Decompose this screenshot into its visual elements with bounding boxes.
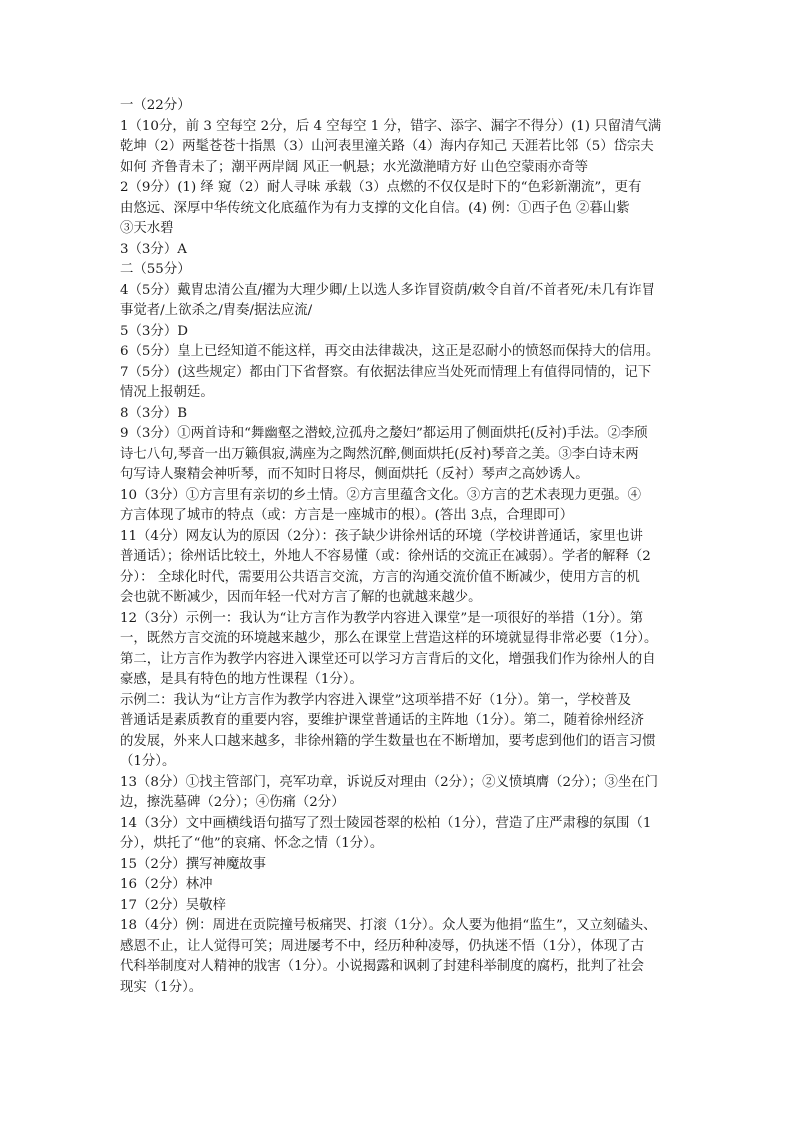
text-line: 二（55分）	[120, 262, 191, 277]
text-line: 一，既然方言交流的环境越来越少，那么在课堂上营造这样的环境就显得非常必要（1分）。	[120, 631, 658, 646]
text-line: 现实（1分）。	[120, 979, 203, 995]
text-line: 由悠远、深厚中华传统文化底蕴作为有力支撑的文化自信。(4) 例：①西子色 ②暮山紫	[120, 200, 630, 216]
text-line: 5（3分）D	[120, 323, 188, 339]
text-line: （1分）。	[120, 754, 176, 769]
text-line: 14（3分）文中画横线语句描写了烈士陵园苍翠的松柏（1分），营造了庄严肃穆的氛围（1	[120, 815, 652, 831]
text-line: 4（5分）戴胄忠清公直/擢为大理少卿/上以选人多诈冒资荫/敕令自首/不首者死/未几有诈冒	[120, 282, 656, 298]
text-line: 1（10分，前 3 空每空 2分，后 4 空每空 1 分，错字、添字、漏字不得分）(1) 只留清气满	[120, 118, 662, 134]
text-line: ③天水碧	[120, 221, 174, 236]
text-line: 示例二：我认为“让方言作为教学内容进入课堂”这项举措不好（1分）。第一，学校普及	[120, 692, 631, 708]
text-line: 13（8分）①找主管部门，亮军功章，诉说反对理由（2分）；②义愤填膺（2分）；③坐在门	[120, 774, 659, 790]
text-line: 9（3分）①两首诗和“舞幽壑之潜蛟,泣孤舟之嫠妇”都运用了侧面烘托(反衬)手法。②李颀	[120, 426, 648, 441]
text-line: 豪感，是具有特色的地方性课程（1分）。	[120, 672, 363, 687]
text-line: 普通话）；徐州话比较土，外地人不容易懂（或：徐州话的交流正在减弱）。学者的解释（2	[120, 549, 651, 564]
text-line: 乾坤（2）两髦苍苍十指黑（3）山河表里潼关路（4）海内存知己 天涯若比邻（5）岱宗夫	[120, 139, 654, 154]
text-line: 的发展，外来人口越来越多，非徐州籍的学生数量也在不断增加，要考虑到他们的语言习惯	[120, 733, 656, 749]
text-line: 10（3分）①方言里有亲切的乡土情。②方言里蕴含文化。③方言的艺术表现力更强。④	[120, 487, 642, 503]
text-line: 方言体现了城市的特点（或：方言是一座城市的根）。(答出 3点，合理即可）	[120, 508, 574, 523]
text-line: 一（22分）	[120, 98, 191, 113]
text-line: 17（2分）吴敬梓	[120, 897, 226, 913]
text-line: 情况上报朝廷。	[120, 385, 214, 400]
text-line: 边，擦洗墓碑（2分）；④伤痛（2分）	[120, 795, 345, 810]
text-line: 如何 齐鲁青未了；潮平两岸阔 风正一帆悬；水光潋滟晴方好 山色空蒙雨亦奇等	[120, 159, 589, 175]
text-line: 事觉者/上欲杀之/胄奏/据法应流/	[120, 303, 313, 318]
text-line: 16（2分）林冲	[120, 877, 213, 892]
text-line: 感恩不止，让人觉得可笑；周进屡考不中，经历种种凌辱，仍执迷不悟（1分），体现了古	[120, 938, 645, 954]
text-line: 8（3分）B	[120, 405, 188, 421]
text-line: 代科举制度对人精神的戕害（1分）。小说揭露和讽刺了封建科举制度的腐朽，批判了社会	[120, 959, 645, 974]
text-line: 11（4分）网友认为的原因（2分）：孩子缺少讲徐州话的环境（学校讲普通话，家里也讲	[120, 528, 643, 544]
text-line: 句写诗人聚精会神听琴，而不知时日将尽，侧面烘托（反衬）琴声之高妙诱人。	[120, 467, 589, 482]
text-line: 普通话是素质教育的重要内容，要维护课堂普通话的主阵地（1分）。第二，随着徐州经济	[120, 713, 645, 728]
text-line: 分）： 全球化时代，需要用公共语言交流，方言的沟通交流价值不断减少，使用方言的机	[120, 569, 640, 585]
text-line: 第二，让方言作为教学内容进入课堂还可以学习方言背后的文化，增强我们作为徐州人的自	[120, 651, 656, 667]
answer-document	[120, 96, 680, 998]
text-line: 3（3分）A	[120, 241, 187, 257]
text-line: 分），烘托了“他”的哀痛、怀念之情（1分）。	[120, 836, 384, 851]
text-line: 18（4分）例：周进在贡院撞号板痛哭、打滚（1分）。众人要为他捐“监生”，又立刻磕头、	[120, 918, 657, 933]
text-line: 15（2分）撰写神魔故事	[120, 856, 267, 872]
text-line: 7（5分）(这些规定）都由门下省督察。有依据法律应当处死而情理上有值得同情的，记下	[120, 364, 652, 380]
text-line: 12（3分）示例一：我认为“让方言作为教学内容进入课堂”是一项很好的举措（1分）。第	[120, 610, 644, 626]
text-line: 2（9分）(1) 绎 窥（2）耐人寻味 承载（3）点燃的不仅仅是时下的“色彩新潮流”，更有	[120, 180, 642, 195]
text-line: 诗七八句,琴音一出万籁俱寂,满座为之陶然沉醉,侧面烘托(反衬)琴音之美。③李白诗末两	[120, 446, 639, 462]
text-line: 会也就不断减少，因而年轻一代对方言了解的也就越来越少。	[120, 590, 482, 605]
text-line: 6（5分）皇上已经知道不能这样，再交由法律裁决，这正是忍耐小的愤怒而保持大的信用。	[120, 344, 660, 359]
